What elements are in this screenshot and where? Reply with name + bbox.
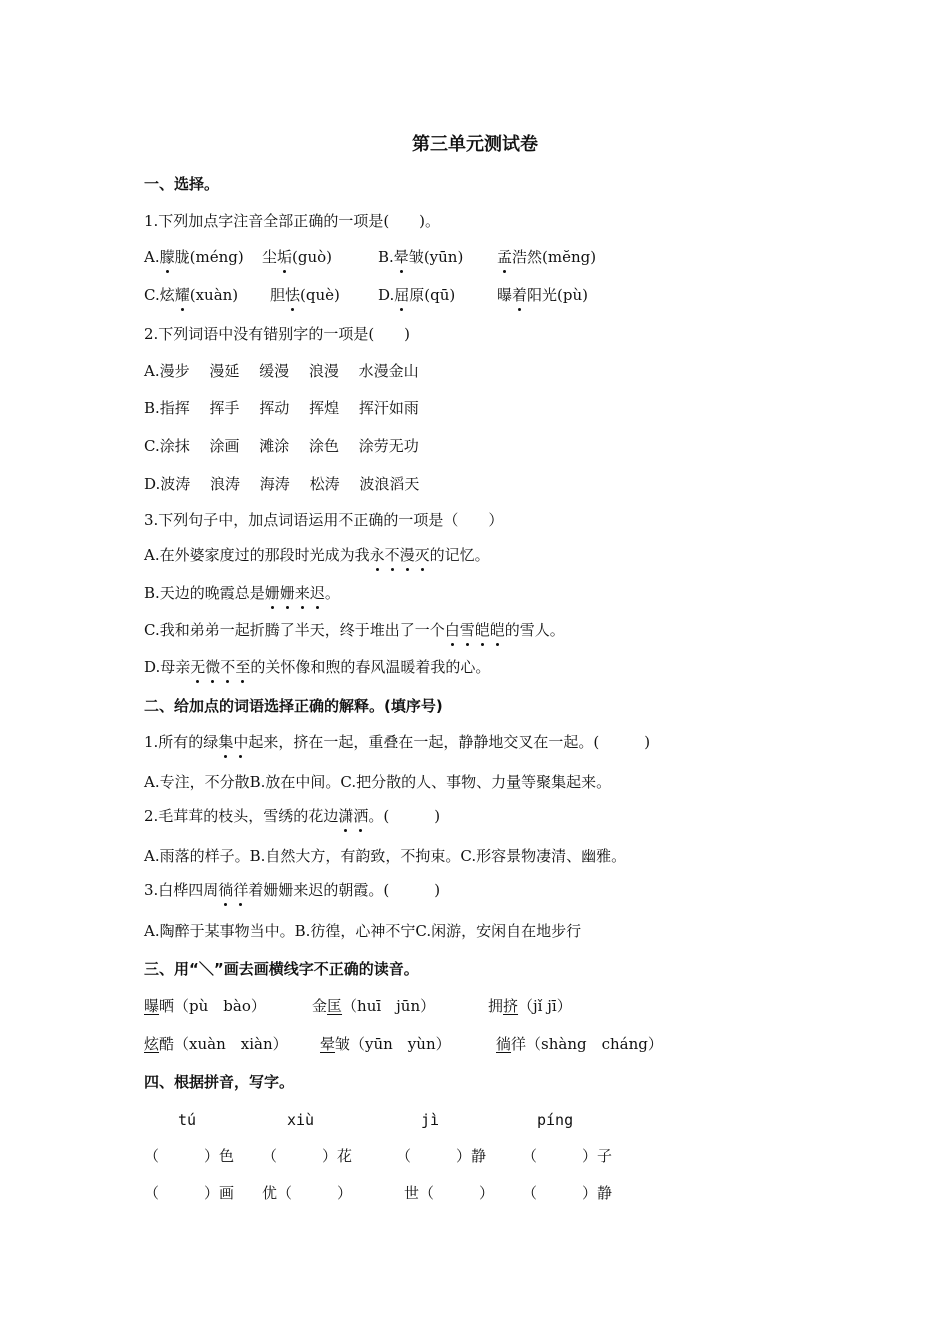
pinyin-2: xiù [287,1111,315,1129]
dotted-char: 朦 [159,248,175,266]
dotted-char: 永 [369,546,385,564]
dotted-char: 姗 [279,584,295,602]
dotted-char: 灭 [414,546,430,564]
dotted-char: 屈 [394,286,410,304]
section-3-heading: 三、用“＼”画去画横线字不正确的读音。 [144,960,419,978]
s3-item-4: 炫酷（xuàn xiàn） [144,1035,288,1053]
dotted-char: 不 [220,658,236,676]
s3-item-1: 曝晒（pù bào） [144,997,266,1015]
dotted-char: 着 [512,286,528,304]
q1-option-c: C.炫耀(xuàn) [144,286,239,304]
dotted-char: 垢 [277,248,293,266]
q1-stem: 1.下列加点字注音全部正确的一项是( )。 [144,212,441,230]
section-1-heading: 一、选择。 [144,175,220,193]
underlined-char: 炫 [144,1035,160,1053]
dotted-char: 至 [235,658,251,676]
dotted-char: 洒 [353,807,369,825]
s2-q2-options: A.雨落的样子。B.自然大方，有韵致，不拘束。C.形容景物凄清、幽雅。 [144,847,627,865]
s2-q1: 1.所有的绿集中起来，挤在一起，重叠在一起，静静地交叉在一起。( ) [144,733,651,751]
q2-option-b: B.指挥 挥手 挥动 挥煌 挥汗如雨 [144,399,419,417]
s3-item-2: 金匡（huī jūn） [312,997,436,1015]
q3-stem: 3.下列句子中，加点词语运用不正确的一项是（ ） [144,511,504,529]
s2-q1-options: A.专注，不分散B.放在中间。C.把分散的人、事物、力量等聚集起来。 [144,773,612,791]
dotted-char: 白 [444,621,460,639]
q3-option-b: B.天边的晚霞总是姗姗来迟。 [144,584,340,602]
dotted-char: 微 [205,658,221,676]
q3-option-a: A.在外婆家度过的那段时光成为我永不漫灭的记忆。 [144,546,490,564]
dotted-char: 皑 [474,621,490,639]
s2-q2: 2.毛茸茸的枝头，雪绣的花边潇洒。( ) [144,807,441,825]
blank-cell[interactable]: （ ）色 [144,1147,235,1165]
blank-cell[interactable]: 优（ ） [262,1184,353,1202]
dotted-char: 集 [218,733,234,751]
blank-cell[interactable]: （ ）子 [522,1147,613,1165]
dotted-char: 来 [294,584,310,602]
q1-option-d: D.屈原(qū) [378,286,456,304]
s3-item-5: 晕皱（yūn yùn） [320,1035,451,1053]
s2-q3-options: A.陶醉于某事物当中。B.彷徨，心神不宁C.闲游，安闲自在地步行 [144,922,582,940]
dotted-char: 皑 [489,621,505,639]
dotted-char: 徜 [218,881,234,899]
q1-option-b2: 孟浩然(mĕng) [497,248,597,266]
q2-option-a: A.漫步 漫延 缓漫 浪漫 水漫金山 [144,362,419,380]
dotted-char: 徉 [233,881,249,899]
q3-option-d: D.母亲无微不至的关怀像和煦的春风温暖着我的心。 [144,658,491,676]
dotted-char: 漫 [399,546,415,564]
q1-option-c2: 胆怯(què) [270,286,340,304]
pinyin-1: tú [178,1111,197,1129]
q1-option-a: A.朦胧(méng) [144,248,244,266]
underlined-char: 徜 [496,1035,512,1053]
dotted-char: 孟 [497,248,513,266]
dotted-char: 雪 [459,621,475,639]
dotted-char: 姗 [264,584,280,602]
dotted-char: 无 [190,658,206,676]
section-2-heading: 二、给加点的词语选择正确的解释。(填序号) [144,697,443,715]
dotted-char: 怯 [285,286,301,304]
q2-option-c: C.涂抹 涂画 滩涂 涂色 涂劳无功 [144,437,419,455]
blank-cell[interactable]: 世（ ） [404,1184,495,1202]
q3-option-c: C.我和弟弟一起折腾了半天，终于堆出了一个白雪皑皑的雪人。 [144,621,565,639]
blank-cell[interactable]: （ ）花 [262,1147,353,1165]
dotted-char: 迟 [309,584,325,602]
underlined-char: 晕 [320,1035,336,1053]
pinyin-4: píng [537,1111,574,1129]
dotted-char: 耀 [174,286,190,304]
page-title: 第三单元测试卷 [412,134,538,155]
dotted-char: 晕 [393,248,409,266]
section-4-heading: 四、根据拼音，写字。 [144,1073,295,1091]
underlined-char: 挤 [503,997,519,1015]
s3-item-3: 拥挤（jǐ jī） [488,997,572,1015]
q1-option-d2: 曝着阳光(pù) [497,286,588,304]
q2-option-d: D.波涛 浪涛 海涛 松涛 波浪滔天 [144,475,420,493]
pinyin-3: jì [421,1111,440,1129]
blank-cell[interactable]: （ ）静 [396,1147,487,1165]
q2-stem: 2.下列词语中没有错别字的一项是( ) [144,325,411,343]
s2-q3: 3.白桦四周徜徉着姗姗来迟的朝霞。( ) [144,881,441,899]
dotted-char: 不 [384,546,400,564]
s3-item-6: 徜徉（shàng cháng） [496,1035,663,1053]
underlined-char: 匡 [327,997,343,1015]
q1-option-b: B.晕皱(yūn) [378,248,464,266]
q1-option-a2: 尘垢(guò) [262,248,333,266]
blank-cell[interactable]: （ ）画 [144,1184,235,1202]
blank-cell[interactable]: （ ）静 [522,1184,613,1202]
dotted-char: 潇 [338,807,354,825]
underlined-char: 曝 [144,997,160,1015]
dotted-char: 中 [233,733,249,751]
